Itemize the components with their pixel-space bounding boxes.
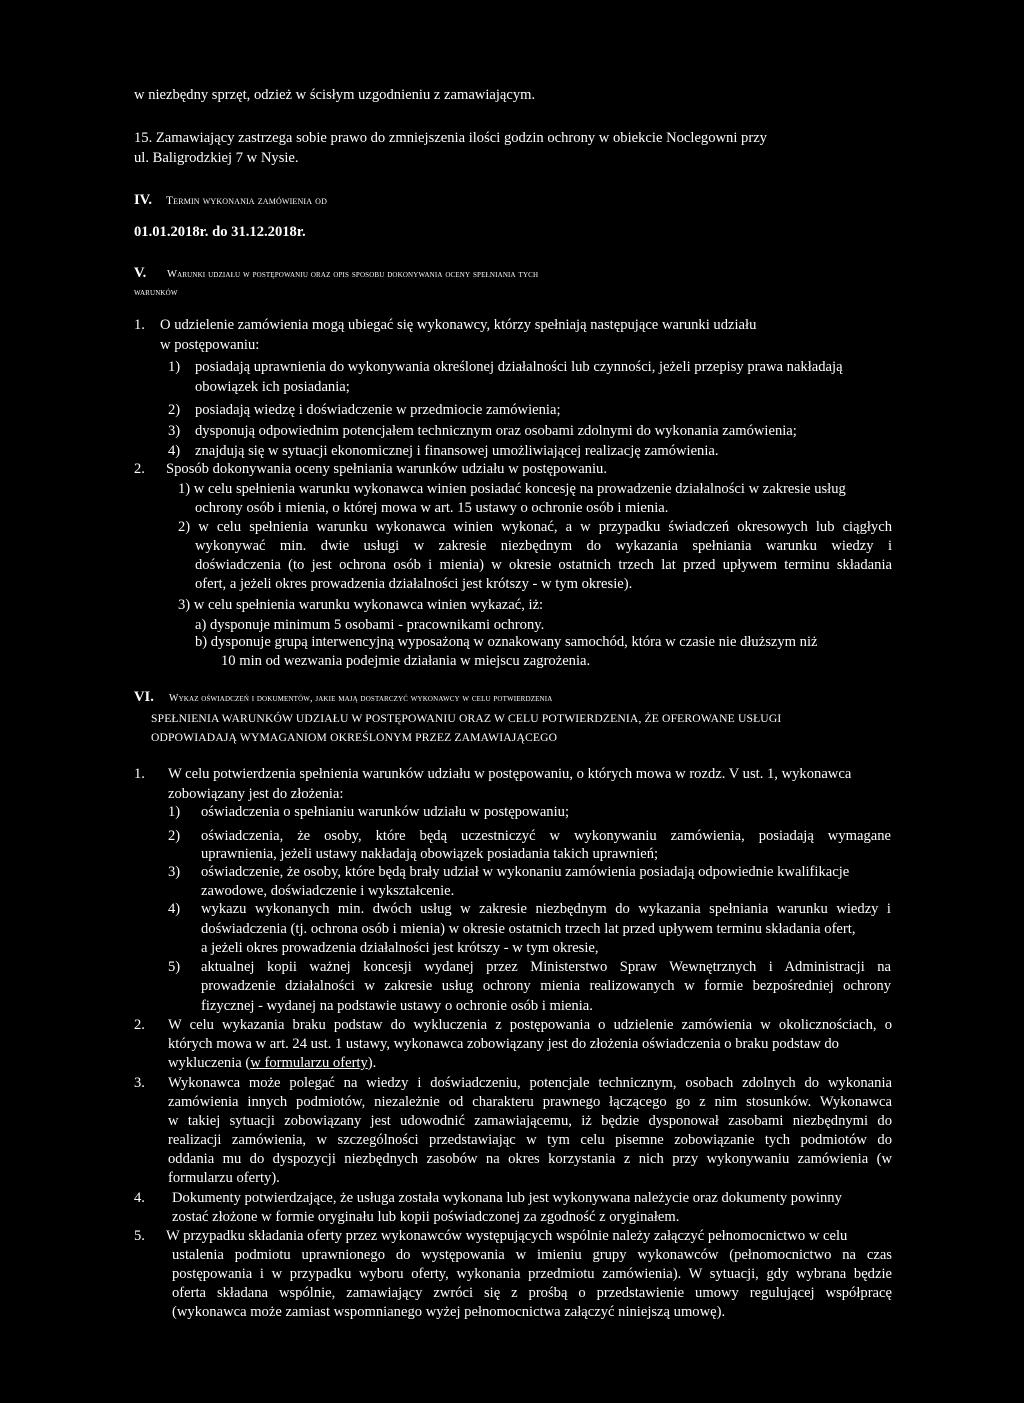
section-6-point-5-line-4: oferta składana wspólnie, zamawiający zwróci się z prośbą o przedstawienie umowy regulującej współpracę [172,1285,892,1301]
condition-3b-line-1: b) dysponuje grupą interwencyjną wyposażoną w oznakowany samochód, która w czasie nie dłuższym niż [195,634,818,650]
section-6-point-5-line-3: postępowania i w przypadku wyboru oferty, wykonania przedmiotu zamówienia). W sytuacji, gdy wybrana będzie [172,1266,892,1282]
section-6-point-3-line-3: w takiej sytuacji zobowiązany jest udowodnić zamawiającemu, iż będzie dysponował zasobami niezbędnymi do [168,1113,892,1129]
list-item-text: uprawnienia, jeżeli ustawy nakładają obowiązek posiadania takich uprawnień; [201,846,659,862]
section-6-point-4-line-2: zostać złożone w formie oryginału lub kopii poświadczonej za zgodność z oryginałem. [172,1209,680,1225]
list-item-text: posiadają uprawnienia do wykonywania określonej działalności lub czynności, jeżeli przepisy prawa nakładają [195,359,843,375]
section-5-point-2-text: Sposób dokonywania oceny spełniania warunków udziału w postępowaniu. [166,461,607,477]
section-6-point-1-number: 1. [134,766,145,782]
list-item-text: wykazu wykonanych min. dwóch usług w zakresie niezbędnym do wykazania spełniania warunku wiedzy i [201,901,891,917]
section-6-point-4-line-1: Dokumenty potwierdzające, że usługa została wykonana lub jest wykonywana należycie oraz dokumenty powinny [172,1190,842,1206]
condition-2-line-3: doświadczenia (to jest ochrona osób i mienia) w okresie ostatnich trzech lat przed upływem terminu składania [195,557,892,573]
section-5-point-1-line-2: w postępowaniu: [160,337,260,353]
section-6-point-5-line-1: W przypadku składania oferty przez wykonawców występujących wspólnie należy załączyć pełnomocnictwo w celu [166,1228,848,1244]
clause-15-line-2: ul. Baligrodzkiej 7 w Nysie. [134,150,299,166]
section-5-number: V. [134,265,147,281]
section-6-point-3-number: 3. [134,1075,145,1091]
section-6-point-2-line-3 [168,1054,376,1074]
list-item-number: 1) [168,359,181,375]
clause-15-line-1: 15. Zamawiający zastrzega sobie prawo do zmniejszenia ilości godzin ochrony w obiekcie Noclegowni przy [134,130,767,146]
list-item-text: a jeżeli okres prowadzenia działalności jest krótszy - w tym okresie, [201,940,599,956]
list-item-text: doświadczenia (tj. ochrona osób i mienia) w okresie ostatnich trzech lat przed upływem terminu składania ofert, [201,921,856,937]
section-6-title-line-1: Wykaz oświadczeń i dokumentów, jakie mają dostarczyć wykonawcy w celu potwierdzenia [169,693,553,704]
condition-2-line-2: wykonywać min. dwie usługi w zakresie niezbędnym do wykazania spełniania warunku wiedzy i [195,538,892,554]
list-item-number: 4) [168,901,181,917]
condition-1-line-1: 1) w celu spełnienia warunku wykonawca winien posiadać koncesję na prowadzenie działalności w zakresie usług [178,481,846,497]
condition-1-line-2: ochrony osób i mienia, o której mowa w art. 15 ustawy o ochronie osób i mienia. [195,500,669,516]
list-item-text: aktualnej kopii ważnej koncesji wydanej przez Ministerstwo Spraw Wewnętrznych i Administracji na [201,959,891,975]
list-item-number: 5) [168,959,181,975]
list-item-text: oświadczenie, że osoby, które będą brały udział w wykonaniu zamówienia posiadają odpowiednie kwalifikacje [201,864,850,880]
list-item-text: fizycznej - wydanej na podstawie ustawy o ochronie osób i mienia. [201,998,593,1014]
section-6-point-1-line-1: W celu potwierdzenia spełnienia warunków udziału w postępowaniu, o których mowa w rozdz. V ust. 1, wykonawca [168,766,852,782]
text-span: wykluczenia ( [168,1055,251,1071]
section-5-point-2-number: 2. [134,461,145,477]
section-6-point-3-line-2: zamówienia innych podmiotów, niezależnie od charakteru prawnego łączącego go z nim stosunków. Wykonawca [168,1094,892,1110]
list-item-text: posiadają wiedzę i doświadczenie w przedmiocie zamówienia; [195,402,561,418]
section-6-point-3-line-1: Wykonawca może polegać na wiedzy i doświadczeniu, potencjale technicznym, osobach zdolnych do wykonania [168,1075,892,1091]
section-6-point-5-line-2: ustalenia podmiotu uprawnionego do występowania w imieniu grupy wykonawców (pełnomocnictwo na czas [172,1247,892,1263]
section-6-title-line-2: SPEŁNIENIA WARUNKÓW UDZIAŁU W POSTĘPOWANIU ORAZ W CELU POTWIERDZENIA, ŻE OFEROWANE USŁUGI [151,712,782,725]
list-item-number: 3) [168,864,181,880]
list-item-text: zawodowe, doświadczenie i wykształcenie. [201,883,455,899]
section-4-number: IV. [134,192,152,208]
list-item-number: 4) [168,443,181,459]
list-item-number: 2) [168,402,181,418]
condition-2-line-4: ofert, a jeżeli okres prowadzenia działalności jest krótszy - w tym okresie). [195,576,633,592]
section-4-title: Termin wykonania zamówienia od [166,195,328,207]
section-6-number: VI. [134,689,154,705]
list-item-text: obowiązek ich posiadania; [195,379,350,395]
section-4-dates: 01.01.2018r. do 31.12.2018r. [134,224,306,240]
section-6-point-3-line-5: oddania mu do dyspozycji niezbędnych zasobów na okres korzystania z nich przy wykonywaniu zamówienia (w [168,1151,892,1167]
condition-3b-line-2: 10 min od wezwania podejmie działania w miejscu zagrożenia. [221,653,591,669]
section-6-title-line-3: ODPOWIADAJĄ WYMAGANIOM OKREŚLONYM PRZEZ ZAMAWIAJĄCEGO [151,731,558,744]
section-6-point-3-line-4: realizacji zamówienia, w szczególności przedstawiając w tym celu pisemne zobowiązanie tych podmiotów do [168,1132,892,1148]
condition-3a-line: a) dysponuje minimum 5 osobami - pracownikami ochrony. [195,617,545,633]
continuation-line: w niezbędny sprzęt, odzież w ścisłym uzgodnieniu z zamawiającym. [134,87,536,103]
section-6-point-2-line-2: których mowa w art. 24 ust. 1 ustawy, wykonawca zobowiązany jest do złożenia oświadczenia o braku podstaw do [168,1036,839,1052]
section-5-point-1-line-1: O udzielenie zamówienia mogą ubiegać się wykonawcy, którzy spełniają następujące warunki udziału [160,317,757,333]
section-6-point-3-line-6: formularzu oferty). [168,1170,280,1186]
section-5-title-line-1: Warunki udziału w postępowaniu oraz opis sposobu dokonywania oceny spełniania tych [167,269,539,280]
list-item-number: 1) [168,804,181,820]
section-6-point-2-number: 2. [134,1017,145,1033]
list-item-text: oświadczenia, że osoby, które będą uczestniczyć w wykonywaniu zamówienia, posiadają wymagane [201,828,891,844]
section-6-point-1-line-2: zobowiązany jest do złożenia: [168,786,344,802]
section-5-point-1-number: 1. [134,317,145,333]
section-6-point-5-line-5: (wykonawca może zamiast wspomnianego wyżej pełnomocnictwa załączyć niniejszą umowę). [172,1304,726,1320]
condition-3-line: 3) w celu spełnienia warunku wykonawca winien wykazać, iż: [178,597,544,613]
section-6-point-4-number: 4. [134,1190,145,1206]
section-5-title-line-2: warunków [134,287,178,298]
list-item-text: znajdują się w sytuacji ekonomicznej i finansowej umożliwiającej realizację zamówienia. [195,443,719,459]
text-span: ). [367,1055,377,1071]
list-item-number: 3) [168,423,181,439]
form-reference: w formularzu oferty [250,1055,368,1071]
section-6-point-5-number: 5. [134,1228,145,1244]
list-item-text: dysponują odpowiednim potencjałem technicznym oraz osobami zdolnymi do wykonania zamówienia; [195,423,797,439]
list-item-text: prowadzenie działalności w zakresie usług ochrony mienia realizowanych w formie bezpośredniej ochrony [201,978,891,994]
list-item-number: 2) [168,828,181,844]
section-6-point-2-line-1: W celu wykazania braku podstaw do wykluczenia z postępowania o udzielenie zamówienia w okolicznościach, o [168,1017,892,1033]
list-item-text: oświadczenia o spełnianiu warunków udziału w postępowaniu; [201,804,569,820]
condition-2-line-1: 2) w celu spełnienia warunku wykonawca winien wykonać, a w przypadku świadczeń okresowych lub ciągłych [178,519,892,535]
